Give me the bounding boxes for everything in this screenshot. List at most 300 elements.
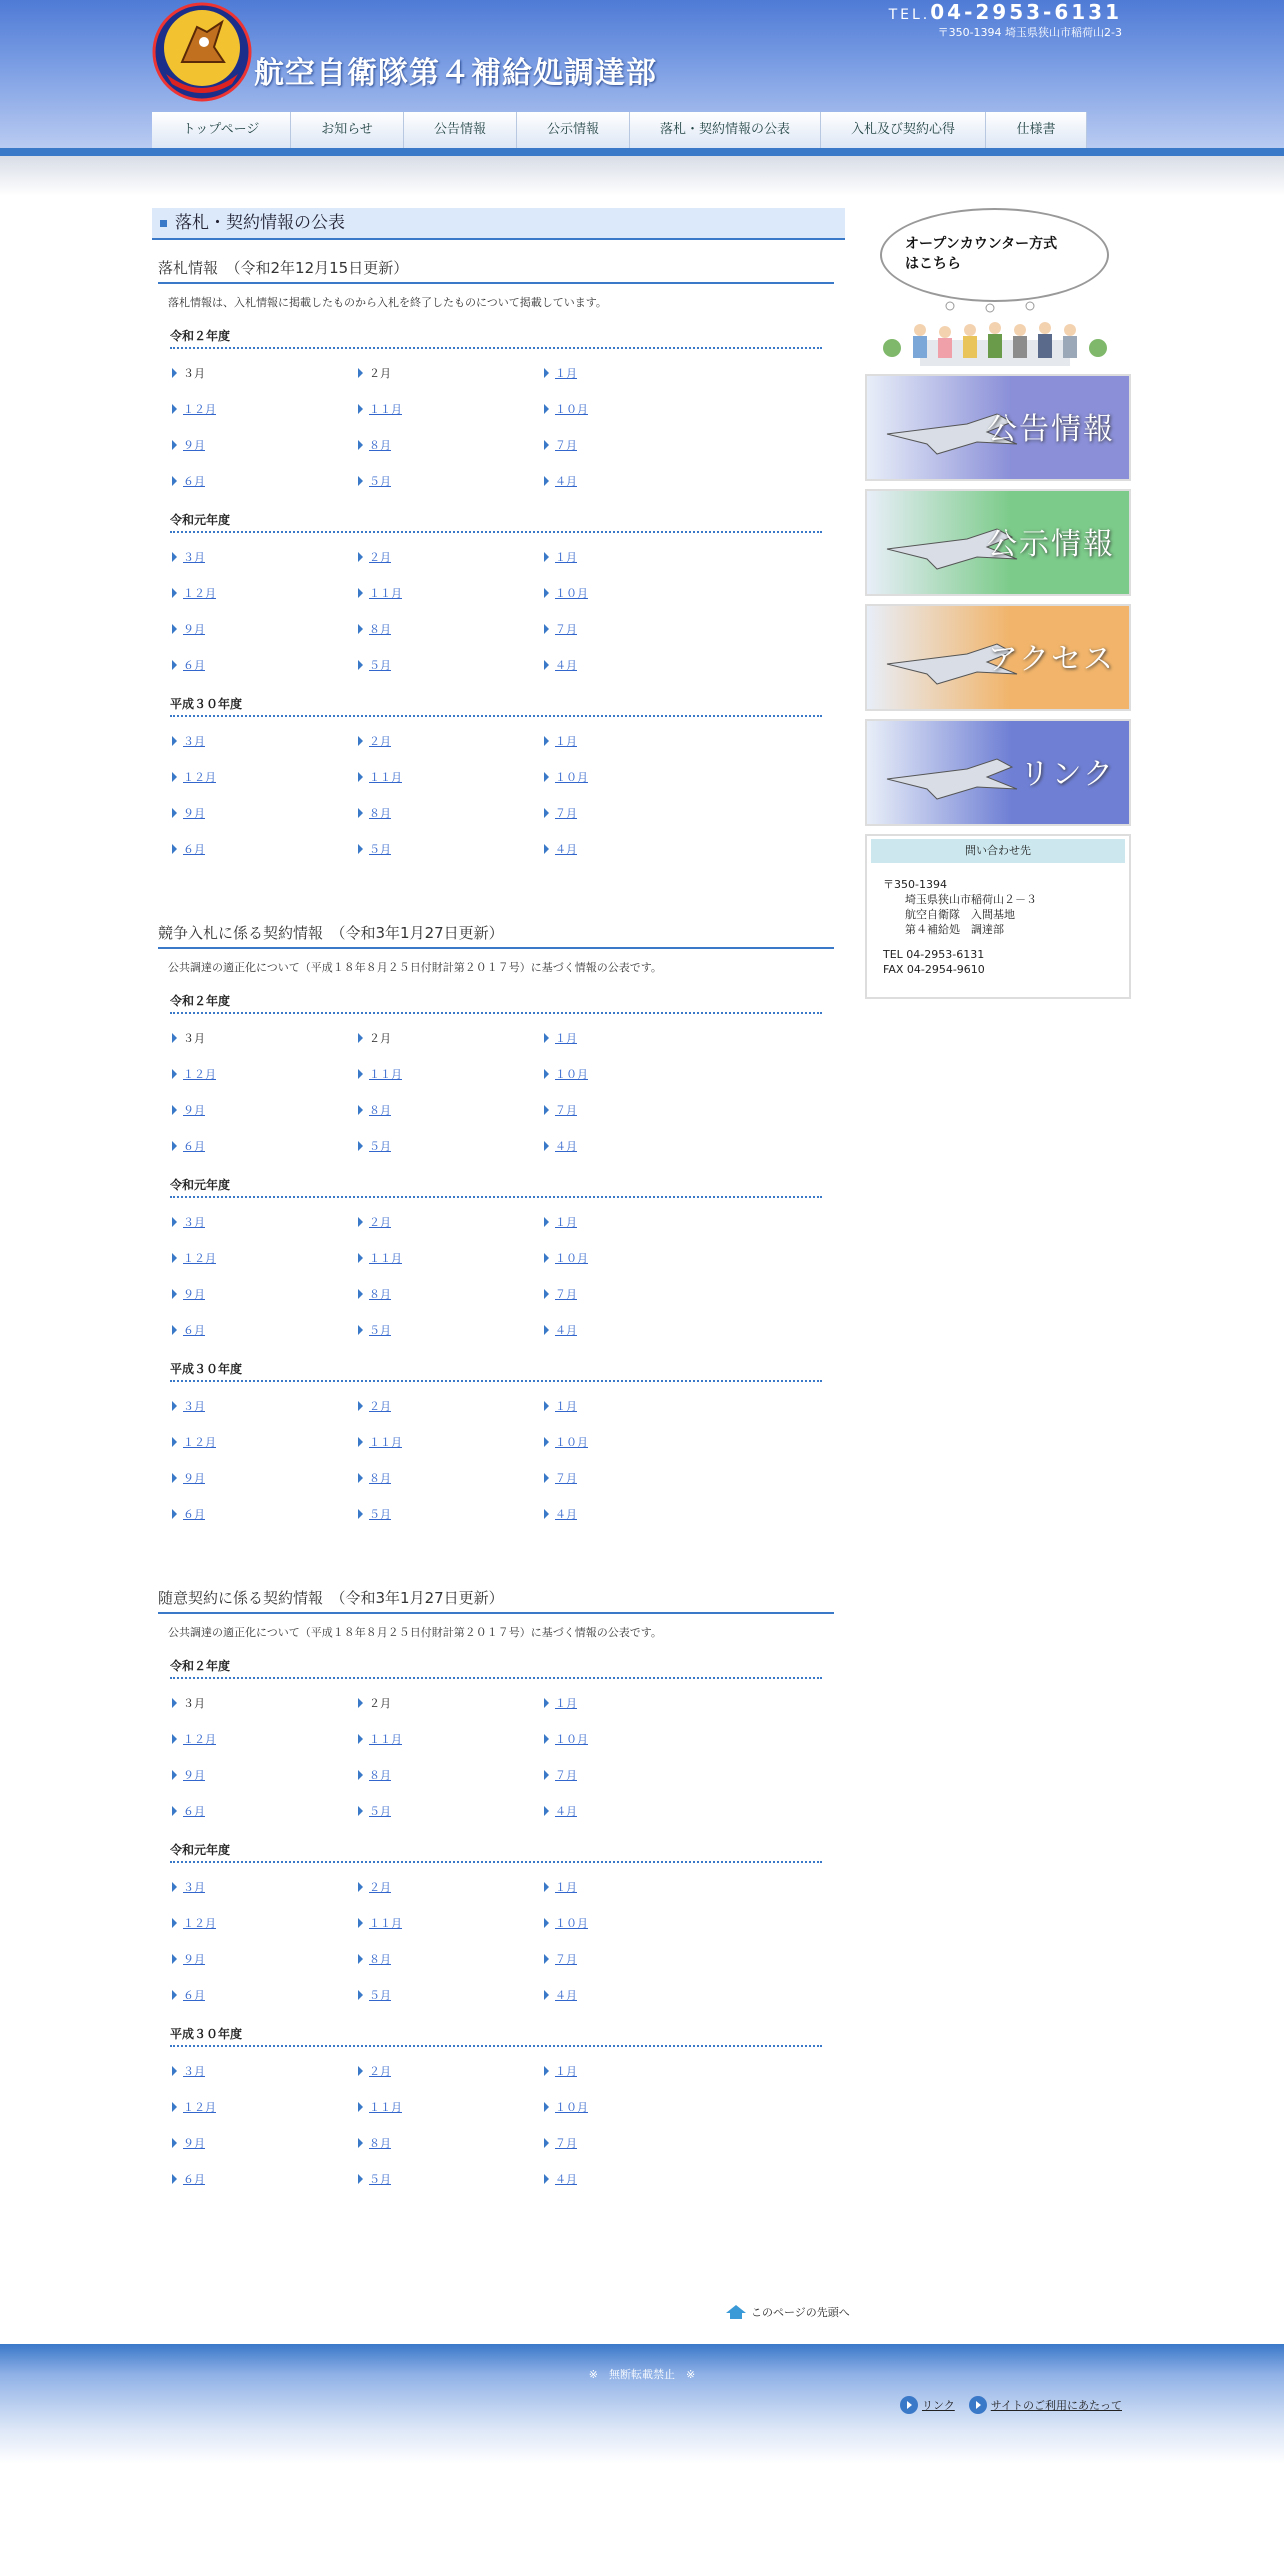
month-link[interactable]: ３月 [183, 1216, 205, 1229]
nav-item[interactable]: 公告情報 [404, 112, 517, 148]
triangle-bullet-icon [544, 1253, 549, 1263]
triangle-bullet-icon [172, 1509, 177, 1519]
month-row [172, 1496, 834, 1532]
fiscal-year-heading: 平成３０年度 [170, 695, 822, 717]
triangle-bullet-icon [172, 772, 177, 782]
header-tel [889, 0, 1122, 24]
triangle-bullet-icon [544, 2174, 549, 2184]
month-cell [544, 1214, 730, 1230]
month-cell [544, 1951, 730, 1967]
month-link[interactable]: ８月 [369, 1104, 391, 1117]
page-title-text: 落札・契約情報の公表 [175, 213, 345, 233]
month-link[interactable]: ２月 [369, 735, 391, 748]
triangle-bullet-icon [544, 2138, 549, 2148]
month-link[interactable]: ９月 [183, 1769, 205, 1782]
month-link[interactable]: １２月 [183, 1917, 216, 1930]
nav-item[interactable]: トップページ [152, 112, 291, 148]
month-cell [172, 1803, 358, 1819]
month-link[interactable]: ７月 [555, 1472, 577, 1485]
month-link[interactable]: １２月 [183, 1068, 216, 1081]
month-link[interactable]: ５月 [369, 2173, 391, 2186]
month-link[interactable]: ５月 [369, 1805, 391, 1818]
month-link[interactable]: ４月 [555, 659, 577, 672]
triangle-bullet-icon [172, 1770, 177, 1780]
triangle-bullet-icon [544, 404, 549, 414]
triangle-bullet-icon [544, 624, 549, 634]
triangle-bullet-icon [172, 1105, 177, 1115]
month-row [172, 831, 834, 867]
triangle-bullet-icon [172, 404, 177, 414]
triangle-bullet-icon [172, 552, 177, 562]
month-link[interactable]: １０月 [555, 587, 588, 600]
month-link[interactable]: １２月 [183, 2101, 216, 2114]
month-cell [544, 733, 730, 749]
month-link[interactable]: ５月 [369, 475, 391, 488]
month-link[interactable]: ７月 [555, 807, 577, 820]
open-counter-banner[interactable] [865, 208, 1131, 368]
month-link[interactable]: １０月 [555, 1733, 588, 1746]
month-cell [544, 1987, 730, 2003]
month-link[interactable]: ５月 [369, 1508, 391, 1521]
month-cell [172, 621, 358, 637]
nav-item[interactable]: 仕様書 [986, 112, 1087, 148]
month-cell [544, 1322, 730, 1338]
triangle-bullet-icon [544, 736, 549, 746]
month-cell [172, 2063, 358, 2079]
header-address: 〒350-1394 埼玉県狭山市稲荷山2-3 [937, 26, 1122, 39]
footer-link-site-policy[interactable] [969, 2396, 1122, 2414]
month-link[interactable]: ３月 [183, 1400, 205, 1413]
triangle-bullet-icon [172, 1882, 177, 1892]
month-link[interactable]: ２月 [369, 1216, 391, 1229]
footer-link-links[interactable] [900, 2396, 955, 2414]
fiscal-year-heading: 令和元年度 [170, 511, 822, 533]
month-row [172, 463, 834, 499]
triangle-bullet-icon [172, 1253, 177, 1263]
month-link[interactable]: １０月 [555, 1917, 588, 1930]
month-cell [358, 1434, 544, 1450]
banner-public-info[interactable] [865, 489, 1131, 596]
month-cell [358, 1470, 544, 1486]
month-link[interactable]: ６月 [183, 843, 205, 856]
month-cell [358, 1695, 544, 1711]
month-grid [172, 723, 834, 867]
month-link[interactable]: １１月 [369, 1917, 402, 1930]
month-row [172, 1424, 834, 1460]
month-cell [358, 2099, 544, 2115]
month-link[interactable]: ９月 [183, 439, 205, 452]
triangle-bullet-icon [544, 1770, 549, 1780]
month-link[interactable]: ３月 [183, 2065, 205, 2078]
month-link[interactable]: １月 [555, 735, 577, 748]
month-cell [544, 657, 730, 673]
open-counter-text: オープンカウンター方式 はこちら [905, 236, 1058, 272]
month-link[interactable]: ５月 [369, 843, 391, 856]
month-row [172, 575, 834, 611]
month-cell [172, 1286, 358, 1302]
triangle-bullet-icon [172, 1437, 177, 1447]
contact-address-2: 航空自衛隊 入間基地 [905, 908, 1015, 921]
month-cell [172, 657, 358, 673]
month-cell [358, 1951, 544, 1967]
month-cell [544, 2063, 730, 2079]
triangle-bullet-icon [544, 1918, 549, 1928]
month-link[interactable]: ７月 [555, 1288, 577, 1301]
triangle-bullet-icon [358, 2102, 363, 2112]
month-link[interactable]: １２月 [183, 1436, 216, 1449]
month-link[interactable]: ７月 [555, 1953, 577, 1966]
month-cell [358, 2063, 544, 2079]
triangle-bullet-icon [358, 772, 363, 782]
month-link[interactable]: １月 [555, 1881, 577, 1894]
triangle-bullet-icon [172, 1141, 177, 1151]
month-row [172, 539, 834, 575]
fiscal-year-heading: 令和２年度 [170, 327, 822, 349]
month-cell [544, 841, 730, 857]
month-cell [358, 805, 544, 821]
month-link[interactable]: ８月 [369, 439, 391, 452]
fiscal-year-heading: 平成３０年度 [170, 2025, 822, 2047]
month-link[interactable]: ４月 [555, 1805, 577, 1818]
month-cell [544, 2135, 730, 2151]
month-cell [172, 1398, 358, 1414]
month-link[interactable]: １２月 [183, 1252, 216, 1265]
month-link[interactable]: １０月 [555, 1436, 588, 1449]
month-row [172, 2053, 834, 2089]
footer-link-label: サイトのご利用にあたって [990, 2399, 1122, 2412]
triangle-bullet-icon [358, 2066, 363, 2076]
month-cell [544, 1915, 730, 1931]
month-cell [544, 2171, 730, 2187]
month-link[interactable]: ８月 [369, 623, 391, 636]
triangle-bullet-icon [544, 476, 549, 486]
month-link[interactable]: １０月 [555, 1068, 588, 1081]
month-link[interactable]: ６月 [183, 1989, 205, 2002]
month-link[interactable]: ８月 [369, 807, 391, 820]
month-link[interactable]: ５月 [369, 659, 391, 672]
month-link[interactable]: ８月 [369, 1953, 391, 1966]
month-link[interactable]: ９月 [183, 1288, 205, 1301]
month-label: ３月 [183, 1697, 205, 1710]
month-link[interactable]: ８月 [369, 2137, 391, 2150]
month-link[interactable]: １０月 [555, 1252, 588, 1265]
month-row [172, 1869, 834, 1905]
month-link[interactable]: １２月 [183, 587, 216, 600]
nav-item[interactable]: 落札・契約情報の公表 [630, 112, 821, 148]
triangle-bullet-icon [172, 2066, 177, 2076]
nav-item[interactable]: 公示情報 [517, 112, 630, 148]
month-grid [172, 1204, 834, 1348]
month-link[interactable]: ６月 [183, 1324, 205, 1337]
month-row [172, 1240, 834, 1276]
month-cell [544, 1695, 730, 1711]
site-footer [0, 2344, 1284, 2464]
month-cell [172, 1434, 358, 1450]
back-to-top-label: このページの先頭へ [751, 2306, 850, 2319]
month-link[interactable]: ３月 [183, 1881, 205, 1894]
triangle-bullet-icon [172, 1473, 177, 1483]
month-row [172, 1757, 834, 1793]
triangle-bullet-icon [358, 1882, 363, 1892]
triangle-bullet-icon [358, 1401, 363, 1411]
month-link[interactable]: １０月 [555, 403, 588, 416]
month-link[interactable]: １１月 [369, 2101, 402, 2114]
banner-notice-info[interactable] [865, 374, 1131, 481]
month-cell [544, 401, 730, 417]
month-link[interactable]: １月 [555, 1400, 577, 1413]
month-link[interactable]: １１月 [369, 1436, 402, 1449]
month-link[interactable]: ６月 [183, 1805, 205, 1818]
month-cell [544, 805, 730, 821]
month-row [172, 1941, 834, 1977]
month-row [172, 1793, 834, 1829]
triangle-bullet-icon [358, 1325, 363, 1335]
triangle-bullet-icon [544, 1954, 549, 1964]
month-grid [172, 1388, 834, 1532]
month-cell [544, 1767, 730, 1783]
month-row [172, 611, 834, 647]
month-cell [358, 1915, 544, 1931]
tel-number: 04-2953-6131 [930, 0, 1122, 24]
triangle-bullet-icon [544, 1069, 549, 1079]
month-cell [358, 1066, 544, 1082]
month-link[interactable]: ４月 [555, 843, 577, 856]
month-grid [172, 539, 834, 683]
triangle-bullet-icon [172, 476, 177, 486]
month-link[interactable]: １２月 [183, 403, 216, 416]
month-link[interactable]: １月 [555, 1032, 577, 1045]
section-title: 落札情報 （令和2年12月15日更新） [158, 254, 834, 284]
triangle-bullet-icon [172, 440, 177, 450]
aircraft-icon [877, 729, 1027, 819]
triangle-bullet-icon [358, 552, 363, 562]
triangle-bullet-icon [358, 1473, 363, 1483]
month-link[interactable]: １１月 [369, 403, 402, 416]
month-row [172, 1276, 834, 1312]
month-cell [172, 1322, 358, 1338]
month-link[interactable]: ９月 [183, 1104, 205, 1117]
month-link[interactable]: １２月 [183, 771, 216, 784]
banner-label: アクセス [987, 642, 1115, 677]
month-grid [172, 1020, 834, 1164]
month-link[interactable]: １１月 [369, 771, 402, 784]
month-link[interactable]: ６月 [183, 2173, 205, 2186]
month-cell [358, 621, 544, 637]
month-link[interactable]: １月 [555, 2065, 577, 2078]
info-section [158, 1584, 834, 2197]
triangle-bullet-icon [358, 1289, 363, 1299]
month-link[interactable]: ３月 [183, 551, 205, 564]
month-cell [172, 437, 358, 453]
site-title[interactable]: 航空自衛隊第４補給処調達部 [254, 56, 657, 91]
month-cell [172, 1470, 358, 1486]
triangle-bullet-icon [172, 1217, 177, 1227]
month-link[interactable]: ２月 [369, 1400, 391, 1413]
fiscal-year-heading: 令和元年度 [170, 1841, 822, 1863]
month-link[interactable]: ７月 [555, 623, 577, 636]
triangle-bullet-icon [358, 1509, 363, 1519]
tel-label: TEL. [888, 7, 931, 23]
triangle-bullet-icon [172, 624, 177, 634]
month-row [172, 2089, 834, 2125]
triangle-bullet-icon [358, 2174, 363, 2184]
triangle-bullet-icon [358, 736, 363, 746]
triangle-bullet-icon [358, 476, 363, 486]
banner-label: 公告情報 [987, 412, 1115, 447]
month-cell [172, 733, 358, 749]
month-cell [544, 1470, 730, 1486]
month-cell [358, 401, 544, 417]
fiscal-year-heading: 令和２年度 [170, 992, 822, 1014]
month-cell [358, 1102, 544, 1118]
triangle-bullet-icon [544, 368, 549, 378]
month-link[interactable]: １月 [555, 551, 577, 564]
month-link[interactable]: ５月 [369, 1324, 391, 1337]
triangle-bullet-icon [544, 1437, 549, 1447]
triangle-bullet-icon [358, 1954, 363, 1964]
month-link[interactable]: ８月 [369, 1769, 391, 1782]
month-row [172, 355, 834, 391]
month-link[interactable]: ７月 [555, 1769, 577, 1782]
month-cell [358, 1987, 544, 2003]
month-cell [544, 2099, 730, 2115]
back-to-top-link[interactable] [725, 2304, 850, 2320]
month-link[interactable]: ７月 [555, 2137, 577, 2150]
banner-links[interactable] [865, 719, 1131, 826]
month-link[interactable]: ２月 [369, 2065, 391, 2078]
people-illustration-icon [880, 300, 1110, 368]
month-cell [544, 473, 730, 489]
month-cell [172, 2099, 358, 2115]
triangle-bullet-icon [172, 844, 177, 854]
month-link[interactable]: ４月 [555, 1140, 577, 1153]
banner-label: リンク [1019, 757, 1115, 792]
triangle-bullet-icon [358, 588, 363, 598]
month-link[interactable]: ９月 [183, 1472, 205, 1485]
month-link[interactable]: １０月 [555, 771, 588, 784]
nav-item[interactable]: 入札及び契約心得 [821, 112, 986, 148]
triangle-bullet-icon [358, 440, 363, 450]
month-link[interactable]: ８月 [369, 1288, 391, 1301]
month-cell [358, 1731, 544, 1747]
triangle-bullet-icon [358, 1990, 363, 2000]
triangle-bullet-icon [172, 368, 177, 378]
month-cell [172, 769, 358, 785]
triangle-bullet-icon [172, 1918, 177, 1928]
month-cell [172, 1987, 358, 2003]
main-content [152, 208, 845, 2197]
month-link[interactable]: ７月 [555, 439, 577, 452]
month-link[interactable]: ３月 [183, 735, 205, 748]
info-section [158, 254, 834, 867]
month-link[interactable]: １１月 [369, 1252, 402, 1265]
arrow-circle-icon [969, 2396, 987, 2414]
month-link[interactable]: ５月 [369, 1989, 391, 2002]
month-cell [544, 1879, 730, 1895]
month-cell [172, 1066, 358, 1082]
month-grid [172, 2053, 834, 2197]
month-link[interactable]: ４月 [555, 475, 577, 488]
triangle-bullet-icon [172, 1806, 177, 1816]
month-link[interactable]: ８月 [369, 1472, 391, 1485]
month-link[interactable]: ７月 [555, 1104, 577, 1117]
triangle-bullet-icon [544, 844, 549, 854]
month-cell [172, 401, 358, 417]
month-link[interactable]: １１月 [369, 1068, 402, 1081]
month-cell [358, 1398, 544, 1414]
contact-tel: TEL 04-2953-6131 [883, 948, 985, 961]
month-link[interactable]: １０月 [555, 2101, 588, 2114]
month-link[interactable]: １１月 [369, 587, 402, 600]
footer-link-label: リンク [921, 2399, 955, 2412]
triangle-bullet-icon [544, 440, 549, 450]
triangle-bullet-icon [544, 1289, 549, 1299]
month-link[interactable]: １２月 [183, 1733, 216, 1746]
contact-postal: 〒350-1394 [883, 878, 947, 891]
month-link[interactable]: １１月 [369, 1733, 402, 1746]
depot-logo[interactable] [152, 2, 252, 102]
contact-address-1: 埼玉県狭山市稲荷山２－３ [905, 893, 1037, 906]
heading-square-icon [160, 220, 167, 227]
triangle-bullet-icon [358, 844, 363, 854]
month-cell [544, 769, 730, 785]
month-link[interactable]: ４月 [555, 1989, 577, 2002]
month-link[interactable]: ６月 [183, 475, 205, 488]
month-link[interactable]: ４月 [555, 2173, 577, 2186]
month-grid [172, 355, 834, 499]
month-cell [358, 1879, 544, 1895]
triangle-bullet-icon [172, 1325, 177, 1335]
month-cell [358, 769, 544, 785]
fiscal-year-heading: 令和２年度 [170, 1657, 822, 1679]
contact-address-3: 第４補給処 調達部 [905, 923, 1004, 936]
month-link[interactable]: ９月 [183, 623, 205, 636]
month-link[interactable]: ９月 [183, 2137, 205, 2150]
month-cell [172, 1250, 358, 1266]
nav-item[interactable]: お知らせ [291, 112, 404, 148]
month-link[interactable]: １月 [555, 1697, 577, 1710]
month-link[interactable]: ６月 [183, 1140, 205, 1153]
month-link[interactable]: ４月 [555, 1508, 577, 1521]
month-cell [358, 437, 544, 453]
month-cell [544, 1138, 730, 1154]
triangle-bullet-icon [358, 1918, 363, 1928]
month-link[interactable]: １月 [555, 1216, 577, 1229]
month-link[interactable]: ４月 [555, 1324, 577, 1337]
triangle-bullet-icon [358, 660, 363, 670]
month-cell [544, 1066, 730, 1082]
month-link[interactable]: ９月 [183, 1953, 205, 1966]
month-link[interactable]: ６月 [183, 659, 205, 672]
month-link[interactable]: ２月 [369, 551, 391, 564]
month-row [172, 1020, 834, 1056]
banner-access[interactable] [865, 604, 1131, 711]
month-link[interactable]: ２月 [369, 1881, 391, 1894]
triangle-bullet-icon [544, 808, 549, 818]
month-link[interactable]: ５月 [369, 1140, 391, 1153]
month-cell [358, 473, 544, 489]
month-link[interactable]: １月 [555, 367, 577, 380]
triangle-bullet-icon [544, 1990, 549, 2000]
month-link[interactable]: ９月 [183, 807, 205, 820]
month-link[interactable]: ６月 [183, 1508, 205, 1521]
header-shadow [0, 156, 1284, 196]
month-row [172, 391, 834, 427]
contact-box [865, 834, 1131, 999]
month-cell [358, 1286, 544, 1302]
footer-links [900, 2396, 1122, 2414]
month-grid [172, 1869, 834, 2013]
